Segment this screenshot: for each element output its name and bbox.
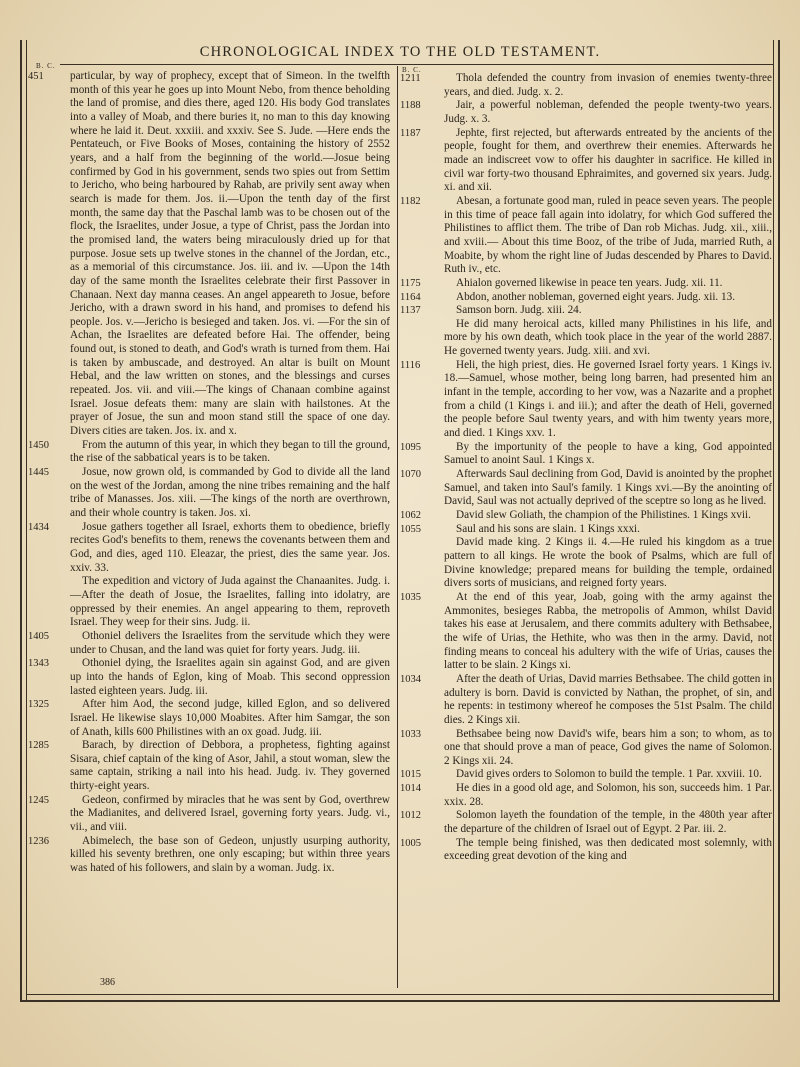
entry-year: 1164 — [400, 291, 421, 303]
entry-text — [444, 277, 772, 291]
chronology-entry — [400, 468, 772, 509]
entry-text — [70, 698, 390, 739]
chronology-entry — [28, 657, 390, 698]
chronology-entry — [28, 835, 390, 876]
entry-text — [70, 521, 390, 630]
entry-paragraph: Gedeon, confirmed by miracles that he was sent by God, overthrew the Madianites, and delivered Israel, governing forty years. Judg. vi., vii., and viii. — [70, 793, 390, 834]
entry-year: 1450 — [28, 439, 49, 451]
entry-year: 1325 — [28, 699, 49, 711]
entry-text — [70, 630, 390, 657]
entry-text — [70, 794, 390, 835]
chronology-entry — [28, 70, 390, 439]
entry-text — [444, 304, 772, 359]
entry-year: 451 — [28, 71, 44, 82]
chronology-entry — [400, 523, 772, 591]
entry-text — [444, 673, 772, 728]
entry-year: 1182 — [400, 195, 421, 207]
entry-text — [444, 359, 772, 441]
entry-paragraph: Solomon layeth the foundation of the temple, in the 480th year after the departure of the children of Israel out of Egypt. 2 Par. iii. 2. — [444, 809, 772, 836]
chronology-entry — [400, 782, 772, 809]
entry-paragraph: He did many heroical acts, killed many Philistines in his life, and more by his own death, which took place in the year of the world 2887. He governed twenty years. Judg. xiii. and xvi. — [444, 317, 772, 358]
entry-paragraph: David made king. 2 Kings ii. 4.—He ruled his kingdom as a true pattern to all kings. He wrote the book of Psalms, which are full of Divine knowledge; prepared means for building the temple, ordained divers sorts of musicians, and reigned forty years. — [444, 536, 772, 590]
entry-paragraph: He dies in a good old age, and Solomon, his son, succeeds him. 1 Par. xxix. 28. — [444, 782, 772, 808]
entry-paragraph: By the importunity of the people to have a king, God appointed Samuel to anoint Saul. 1 Kings x. — [444, 440, 772, 467]
left-column — [28, 70, 390, 876]
entry-text — [444, 291, 772, 305]
chronology-entry — [400, 359, 772, 441]
chronology-entry — [28, 466, 390, 521]
entry-paragraph: Heli, the high priest, dies. He governed Israel forty years. 1 Kings iv. 18.—Samuel, whose mother, being long barren, had presented him an infant in the temple, according to her vow, was a Nazarite and a prophet from a child (1 Kings i. and iii.); and after the death of Heli, governed the people before Saul twenty years, and with him twenty years more, and died. 1 Kings xxv. 1. — [444, 358, 772, 440]
entry-year: 1137 — [400, 305, 421, 317]
entry-text — [444, 441, 772, 468]
entry-year: 1033 — [400, 728, 421, 740]
entry-year: 1014 — [400, 783, 421, 795]
chronology-entry — [400, 509, 772, 523]
entry-year: 1188 — [400, 100, 421, 112]
border-rule — [20, 1000, 780, 1002]
entry-paragraph: Jephte, first rejected, but afterwards entreated by the ancients of the people, fought for them, and overthrew their enemies. Afterwards he made an indiscreet vow to offer his daughter in sacrifice. He killed in civil war forty-two thousand Ephraimites, and governed six years. Judg. xi. and xii. — [444, 126, 772, 194]
entry-year: 1211 — [400, 73, 421, 84]
chronology-entry — [400, 728, 772, 769]
border-rule — [778, 40, 780, 1000]
chronology-entry — [400, 72, 772, 99]
border-rule — [773, 40, 774, 1000]
entry-year: 1445 — [28, 467, 49, 479]
chronology-entry — [400, 195, 772, 277]
chronology-entry — [28, 521, 390, 630]
entry-paragraph: After him Aod, the second judge, killed Eglon, and so delivered Israel. He likewise slays 10,000 Moabites. After him Samgar, the son of Anath, kills 600 Philistines with an ox goad. Judg. iii. — [70, 698, 390, 738]
entry-text — [444, 195, 772, 277]
entry-paragraph: Samson born. Judg. xiii. 24. — [456, 304, 582, 317]
entry-year: 1116 — [400, 359, 421, 371]
border-rule — [20, 40, 22, 1000]
entry-year: 1095 — [400, 441, 421, 453]
entry-year: 1015 — [400, 769, 421, 781]
entry-text — [444, 72, 772, 99]
entry-year: 1285 — [28, 740, 49, 752]
entry-text — [444, 127, 772, 195]
entry-text — [444, 768, 772, 782]
chronology-entry — [400, 809, 772, 836]
entry-year: 1405 — [28, 630, 49, 642]
chronology-entry — [28, 439, 390, 466]
chronology-entry — [400, 99, 772, 126]
entry-text — [444, 468, 772, 509]
chronology-entry — [400, 837, 772, 864]
page-number: 386 — [100, 977, 115, 988]
entry-paragraph: Abimelech, the base son of Gedeon, unjustly usurping authority, killed his seventy brethren, one only escaping; but within three years was hated of his followers, and slain by a woman. Judg. ix. — [70, 834, 390, 875]
entry-year: 1012 — [400, 810, 421, 822]
border-rule — [26, 40, 27, 1000]
entry-paragraph: Josue gathers together all Israel, exhorts them to obedience, briefly recites God's benefits to them, renews the covenants between them and God, and dies, aged 110. Eleazar, the priest, dies the same year. Jos. xxiv. 33. — [70, 520, 390, 574]
entry-paragraph: Othoniel dying, the Israelites again sin against God, and are given up into the hands of Eglon, king of Moab. This second oppression lasted eighteen years. Judg. iii. — [70, 657, 390, 697]
chronology-entry — [28, 698, 390, 739]
entry-paragraph: Saul and his sons are slain. 1 Kings xxxi. — [456, 522, 640, 535]
entry-paragraph: Abdon, another nobleman, governed eight years. Judg. xii. 13. — [456, 290, 736, 303]
entry-paragraph: Josue, now grown old, is commanded by God to divide all the land on the west of the Jordan, among the nine tribes remaining and the half tribe of Manasses. Jos. xiii. —The kings of the north are overthrown, and their whole country is taken. Jos. xi. — [70, 466, 390, 519]
entry-paragraph: Abesan, a fortunate good man, ruled in peace seven years. The people in this time of peace fall again into idolatry, for which God suffered the Philistines to afflict them. The tribe of Dan rob Michas. Judg. xii., xiii., and xviii.— About this time Booz, of the tribe of Juda, married Ruth, a Moabite, by whom the right line of Judas descended by Phares to David. Ruth iv., etc. — [444, 194, 772, 276]
chronology-entry — [400, 768, 772, 782]
chronology-entry — [400, 441, 772, 468]
entry-paragraph: The expedition and victory of Juda against the Chanaanites. Judg. i.—After the death of Josue, the Israelites, falling into idolatry, are oppressed by their enemies. An angel appearing to them, reproveth Israel. They weep for their sins. Judg. ii. — [70, 575, 390, 629]
entry-paragraph: David slew Goliath, the champion of the Philistines. 1 Kings xvii. — [456, 509, 751, 521]
entry-year: 1245 — [28, 794, 49, 806]
chronology-entry — [400, 127, 772, 195]
entry-year: 1062 — [400, 510, 421, 521]
entry-paragraph: David gives orders to Solomon to build the temple. 1 Par. xxviii. 10. — [456, 768, 762, 781]
entry-year: 1343 — [28, 658, 49, 670]
entry-paragraph: At the end of this year, Joab, going with the army against the Ammonites, besieges Rabba, the metropolis of Ammon, whilst David takes his ease at Jerusalem, and there commits adultery with Bethsabee, the wife of Urias, the Hethite, who was then in the army. David, not finding means to conceal his adultery with the wife of Urias, causes the latter to be slain. 2 Kings xi. — [444, 590, 772, 672]
chronology-entry — [28, 739, 390, 794]
entry-year: 1035 — [400, 591, 421, 603]
entry-text — [70, 835, 390, 876]
entry-paragraph: Ahialon governed likewise in peace ten years. Judg. xii. 11. — [456, 276, 723, 289]
entry-paragraph: Barach, by direction of Debbora, a prophetess, fighting against Sisara, chief captain of the king of Asor, Jahil, a stout woman, slew the same captain, striking a nail into his head. Judg. iv. They governed thirty-eight years. — [70, 739, 390, 793]
entry-year: 1175 — [400, 277, 421, 289]
entry-paragraph: Othoniel delivers the Israelites from the servitude which they were under to Chusan, and the land was quiet for forty years. Judg. iii. — [70, 629, 390, 656]
entry-paragraph: After the death of Urias, David marries Bethsabee. The child gotten in adultery is born. David is convicted by Nathan, the prophet, of sin, and he repents: in testimony whereof he composes the 51st Psalm. The child dies. 2 Kings xii. — [444, 672, 772, 726]
title-rule — [60, 64, 774, 65]
chronology-entry — [400, 304, 772, 359]
entry-year: 1055 — [400, 523, 421, 535]
chronology-entry — [400, 591, 772, 673]
entry-text — [70, 739, 390, 794]
page-title: CHRONOLOGICAL INDEX TO THE OLD TESTAMENT. — [199, 44, 601, 60]
chronology-entry — [400, 291, 772, 305]
chronology-entry — [400, 673, 772, 728]
entry-text — [444, 523, 772, 591]
entry-year: 1005 — [400, 837, 421, 849]
entry-text — [444, 809, 772, 836]
entry-text — [444, 837, 772, 864]
entry-paragraph: Afterwards Saul declining from God, David is anointed by the prophet Samuel, and taken into Saul's family. 1 Kings xvi.—By the anointing of David, Saul was not actually deprived of the sceptre so long as he lived. — [444, 468, 772, 508]
entry-year: 1187 — [400, 127, 421, 139]
chronology-entry — [28, 794, 390, 835]
entry-paragraph: particular, by way of prophecy, except that of Simeon. In the twelfth month of this year he goes up into Mount Nebo, from thence beholding the land of promise, and dies there, aged 120. His body God translates into a valley of Moab, and there buries it, no man to this day knowing where he laid it. Deut. xxxiii. and xxxiv. See S. Jude. —Here ends the Pentateuch, or Five Books of Moses, containing the history of 2552 years, and a half from the beginning of the world.—Josue being confirmed by God in his government, sends two spies out from Settim to Jericho, who being harboured by Rahab, are privily sent away when search is made for them. Jos. ii.—Upon the tenth day of the first month, the same day that the Paschal lamb was to be chosen out of the flock, the Israelites, under Josue, a type of Christ, pass the Jordan into the promised land, the waters being miraculously dried up for that purpose. Josue sets up twelve stones in the channel of the Jordan, etc., as a memorial of this circumstance. Jos. iii. and iv. —Upon the 14th day of the same month the Israelites celebrate their first Passover in Chanaan. Next day manna ceases. An angel appeareth to Josue, before Jericho, with a drawn sword in his hand, and promises to defend his people. Jos. v.—Jericho is besieged and taken. Jos. vi. —For the sin of Achan, the Israelites are defeated before Hai. The offender, being found out, is stoned to death, and God's wrath is turned from them. Hai is taken by ambuscade, and destroyed. An altar is built on Mount Hebal, and the law written on stones, and the blessings and curses repeated. Jos. vii. and viii.—The kings of Chanaan combine against Israel. Josue defeats them: many are slain with hailstones. At the prayer of Josue, the sun and moon stand still the space of one day. Divers cities are taken. Jos. ix. and x. — [70, 70, 390, 438]
border-rule — [26, 994, 774, 995]
entry-text — [444, 728, 772, 769]
entry-year: 1070 — [400, 469, 421, 481]
entry-text — [444, 782, 772, 809]
entry-text — [70, 439, 390, 466]
entry-year: 1236 — [28, 835, 49, 847]
entry-paragraph: From the autumn of this year, in which they began to till the ground, the rise of the sabbatical years is to be taken. — [70, 438, 390, 465]
entry-year: 1434 — [28, 521, 49, 533]
entry-text — [444, 99, 772, 126]
entry-paragraph: Thola defended the country from invasion of enemies twenty-three years, and died. Judg. x. 2. — [444, 72, 772, 98]
entry-paragraph: Jair, a powerful nobleman, defended the people twenty-two years. Judg. x. 3. — [444, 99, 772, 125]
entry-text — [70, 466, 390, 521]
right-era-label: B. C. — [402, 66, 422, 74]
entry-text — [444, 591, 772, 673]
entry-paragraph: Bethsabee being now David's wife, bears him a son; to whom, as to one that should prove a man of peace, God gives the name of Solomon. 2 Kings xii. 24. — [444, 727, 772, 767]
entry-text — [70, 70, 390, 439]
chronology-entry — [28, 630, 390, 657]
chronology-entry — [400, 277, 772, 291]
entry-paragraph: The temple being finished, was then dedicated most solemnly, with exceeding great devotion of the king and — [444, 836, 772, 863]
entry-text — [70, 657, 390, 698]
column-divider — [397, 66, 398, 988]
left-era-label: B. C. — [36, 62, 56, 70]
right-column — [400, 72, 772, 864]
entry-text — [444, 509, 772, 523]
entry-year: 1034 — [400, 673, 421, 685]
